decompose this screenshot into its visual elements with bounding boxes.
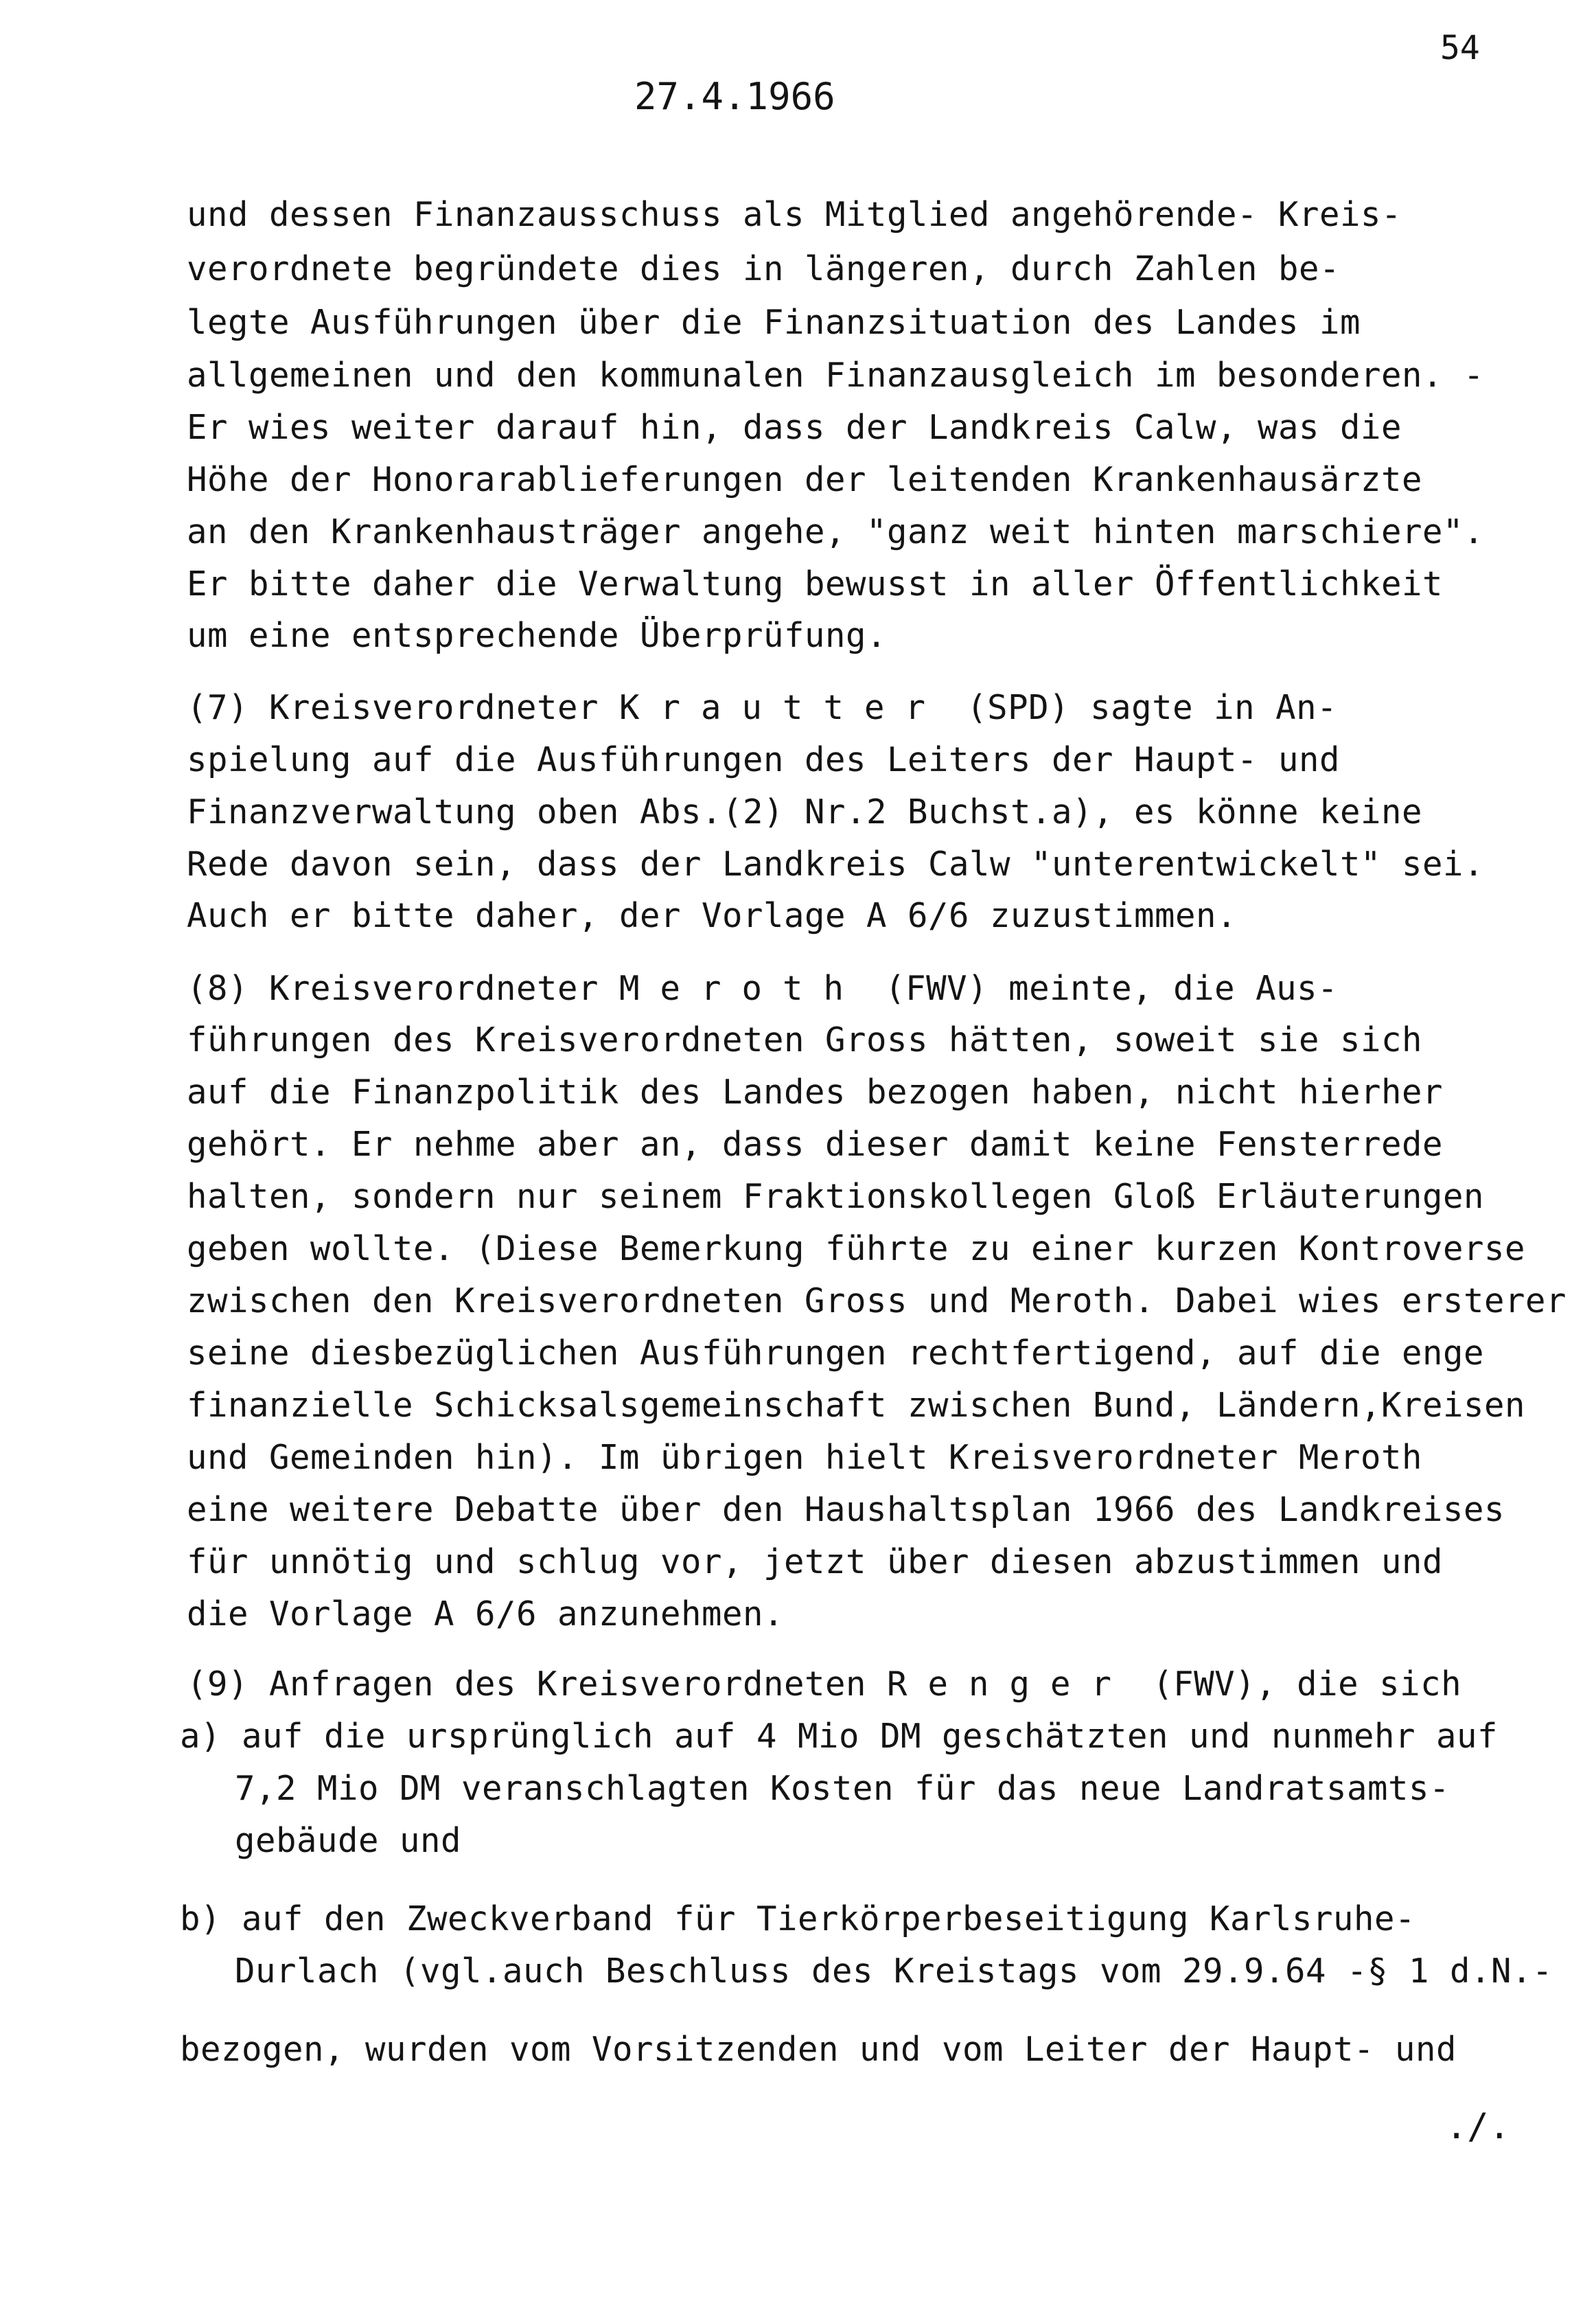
text-line: bezogen, wurden vom Vorsitzenden und vom Leiter der Haupt- und (180, 2030, 1457, 2069)
list-item-b-line-2: Durlach (vgl.auch Beschluss des Kreistags vom 29.9.64 -§ 1 d.N.- (235, 1952, 1553, 1991)
text-line: geben wollte. (Diese Bemerkung führte zu einer kurzen Kontroverse (187, 1229, 1526, 1268)
speaker-name-spaced: Renger (887, 1664, 1133, 1704)
text-line: Rede davon sein, dass der Landkreis Calw "unterentwickelt" sei. (187, 845, 1485, 884)
list-item-a-line-1: a) auf die ursprünglich auf 4 Mio DM geschätzten und nunmehr auf (180, 1717, 1499, 1756)
paragraph-9-rest: (FWV), die sich (1153, 1664, 1462, 1704)
text-line: eine weitere Debatte über den Haushaltsplan 1966 des Landkreises (187, 1490, 1505, 1529)
text-line: an den Krankenhausträger angehe, "ganz weit hinten marschiere". (187, 512, 1485, 551)
text-line: spielung auf die Ausführungen des Leiters der Haupt- und (187, 740, 1341, 779)
paragraph-7-rest: (SPD) sagte in An- (967, 688, 1338, 727)
text-line: seine diesbezüglichen Ausführungen rechtfertigend, auf die enge (187, 1334, 1485, 1373)
text-line: auf die Finanzpolitik des Landes bezogen haben, nicht hierher (187, 1073, 1444, 1112)
list-item-a-line-2: 7,2 Mio DM veranschlagten Kosten für das neue Landratsamts- (235, 1769, 1450, 1808)
paragraph-8-lead: (8) Kreisverordneter (187, 969, 599, 1008)
paragraph-8-line-1 (187, 966, 1338, 1011)
text-line: und dessen Finanzausschuss als Mitglied angehörende- Kreis- (187, 195, 1402, 234)
paragraph-7-lead: (7) Kreisverordneter (187, 688, 599, 727)
text-line: Auch er bitte daher, der Vorlage A 6/6 zuzustimmen. (187, 896, 1238, 935)
text-line: gehört. Er nehme aber an, dass dieser damit keine Fensterrede (187, 1125, 1444, 1164)
paragraph-9-line-1 (187, 1662, 1461, 1707)
paragraph-7-line-1 (187, 685, 1337, 731)
text-line: Höhe der Honorarablieferungen der leitenden Krankenhausärzte (187, 460, 1423, 499)
list-item-a-line-3: gebäude und (235, 1821, 462, 1860)
continuation-mark: ./. (1446, 2106, 1510, 2147)
list-item-b-line-1: b) auf den Zweckverband für Tierkörperbeseitigung Karlsruhe- (180, 1899, 1416, 1938)
speaker-name-spaced: Krautter (619, 688, 947, 727)
text-line: und Gemeinden hin). Im übrigen hielt Kreisverordneter Meroth (187, 1438, 1423, 1477)
text-line: zwischen den Kreisverordneten Gross und Meroth. Dabei wies ersterer (187, 1281, 1567, 1320)
paragraph-9-lead: (9) Anfragen des Kreisverordneten (187, 1664, 867, 1704)
text-line: verordnete begründete dies in längeren, durch Zahlen be- (187, 249, 1341, 288)
text-line: allgemeinen und den kommunalen Finanzausgleich im besonderen. - (187, 356, 1485, 395)
text-line: Er bitte daher die Verwaltung bewusst in aller Öffentlichkeit (187, 564, 1444, 604)
text-line: Finanzverwaltung oben Abs.(2) Nr.2 Buchst.a), es könne keine (187, 792, 1423, 832)
text-line: finanzielle Schicksalsgemeinschaft zwischen Bund, Ländern,Kreisen (187, 1386, 1526, 1425)
speaker-name-spaced: Meroth (619, 969, 865, 1008)
page-number: 54 (1440, 29, 1480, 67)
text-line: um eine entsprechende Überprüfung. (187, 616, 888, 655)
text-line: führungen des Kreisverordneten Gross hätten, soweit sie sich (187, 1020, 1423, 1060)
document-date: 27.4.1966 (634, 75, 835, 118)
text-line: Er wies weiter darauf hin, dass der Landkreis Calw, was die (187, 408, 1402, 447)
text-line: für unnötig und schlug vor, jetzt über diesen abzustimmen und (187, 1542, 1444, 1581)
text-line: die Vorlage A 6/6 anzunehmen. (187, 1594, 785, 1634)
text-line: legte Ausführungen über die Finanzsituation des Landes im (187, 303, 1361, 342)
paragraph-8-rest: (FWV) meinte, die Aus- (885, 969, 1339, 1008)
text-line: halten, sondern nur seinem Fraktionskollegen Gloß Erläuterungen (187, 1177, 1485, 1216)
